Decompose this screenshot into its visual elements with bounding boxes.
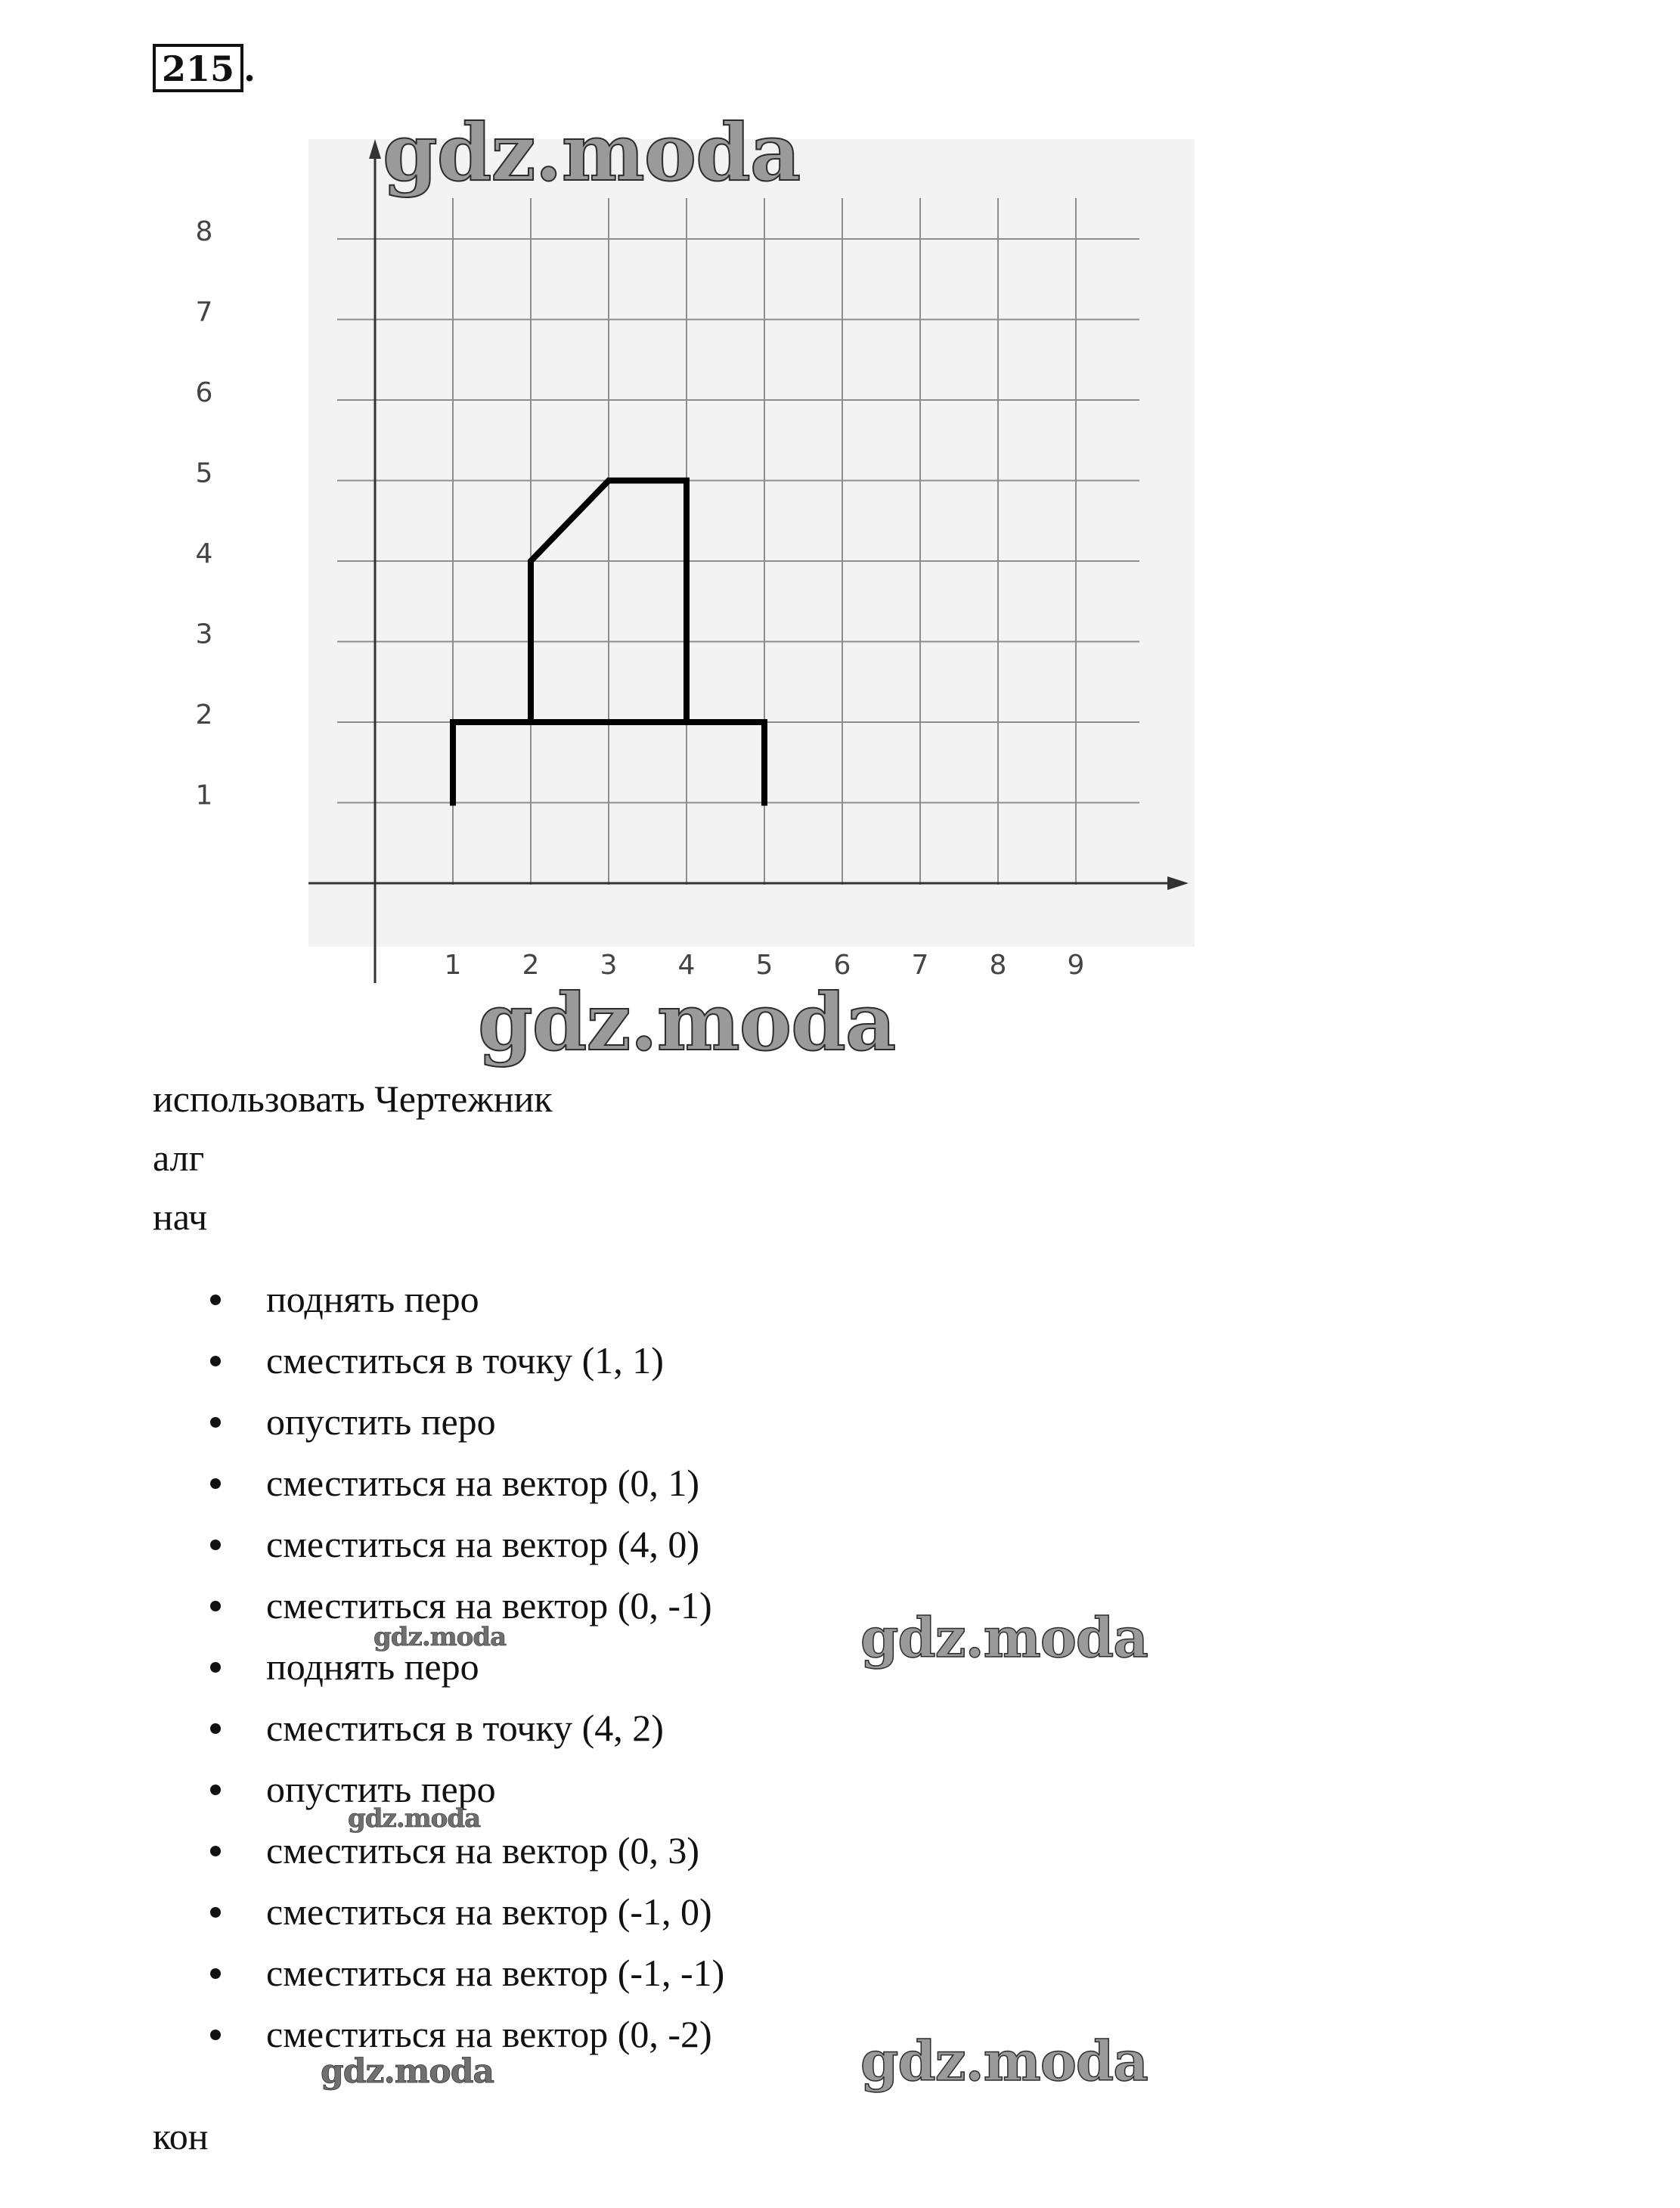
- watermark: gdz.moda: [860, 1605, 1148, 1670]
- command-item: сместиться на вектор (0, 3): [204, 1828, 724, 1889]
- x-tick-label: 1: [444, 950, 462, 981]
- command-item: сместиться на вектор (-1, -1): [204, 1950, 724, 2011]
- y-tick-label: 1: [195, 780, 213, 811]
- x-tick-label: 9: [1067, 950, 1085, 981]
- y-tick-label: 2: [195, 699, 213, 730]
- x-tick-label: 3: [600, 950, 618, 981]
- command-item: опустить перо: [204, 1399, 724, 1460]
- program-alg: алг: [153, 1137, 205, 1179]
- command-item: сместиться на вектор (0, 1): [204, 1460, 724, 1521]
- program-header: использовать Чертежник: [153, 1078, 553, 1120]
- chart-background: [308, 139, 1195, 947]
- x-tick-label: 2: [522, 950, 540, 981]
- task-number: [153, 44, 256, 92]
- program-end: кон: [153, 2115, 209, 2157]
- task-number-dot: .: [243, 48, 256, 89]
- x-tick-label: 7: [911, 950, 929, 981]
- command-item: сместиться на вектор (0, -1): [204, 1583, 724, 1644]
- y-tick-label: 3: [195, 619, 213, 650]
- x-tick-label: 4: [677, 950, 696, 981]
- command-item: опустить перо: [204, 1766, 724, 1828]
- watermark: gdz.moda: [478, 975, 896, 1068]
- command-list: [204, 1276, 724, 2073]
- command-item: поднять перо: [204, 1276, 724, 1338]
- command-item: сместиться в точку (4, 2): [204, 1705, 724, 1766]
- coordinate-grid-chart: [189, 129, 1217, 983]
- command-item: сместиться на вектор (-1, 0): [204, 1889, 724, 1950]
- x-tick-label: 8: [989, 950, 1007, 981]
- x-tick-label: 5: [755, 950, 773, 981]
- task-number-box: 215: [153, 44, 243, 92]
- command-item: сместиться на вектор (0, -2): [204, 2011, 724, 2073]
- watermark: gdz.moda: [383, 106, 801, 199]
- program-begin: нач: [153, 1195, 208, 1238]
- watermark: gdz.moda: [348, 1803, 481, 1834]
- watermark: gdz.moda: [321, 2052, 494, 2091]
- y-tick-label: 5: [195, 457, 213, 489]
- command-item: сместиться в точку (1, 1): [204, 1338, 724, 1399]
- command-item: поднять перо: [204, 1644, 724, 1705]
- watermark: gdz.moda: [860, 2029, 1148, 2093]
- y-tick-label: 4: [195, 538, 213, 569]
- y-tick-label: 8: [195, 216, 213, 247]
- x-tick-label: 6: [833, 950, 851, 981]
- watermark: gdz.moda: [374, 1622, 507, 1652]
- y-tick-label: 6: [195, 377, 213, 408]
- y-tick-label: 7: [195, 296, 213, 328]
- command-item: сместиться на вектор (4, 0): [204, 1521, 724, 1583]
